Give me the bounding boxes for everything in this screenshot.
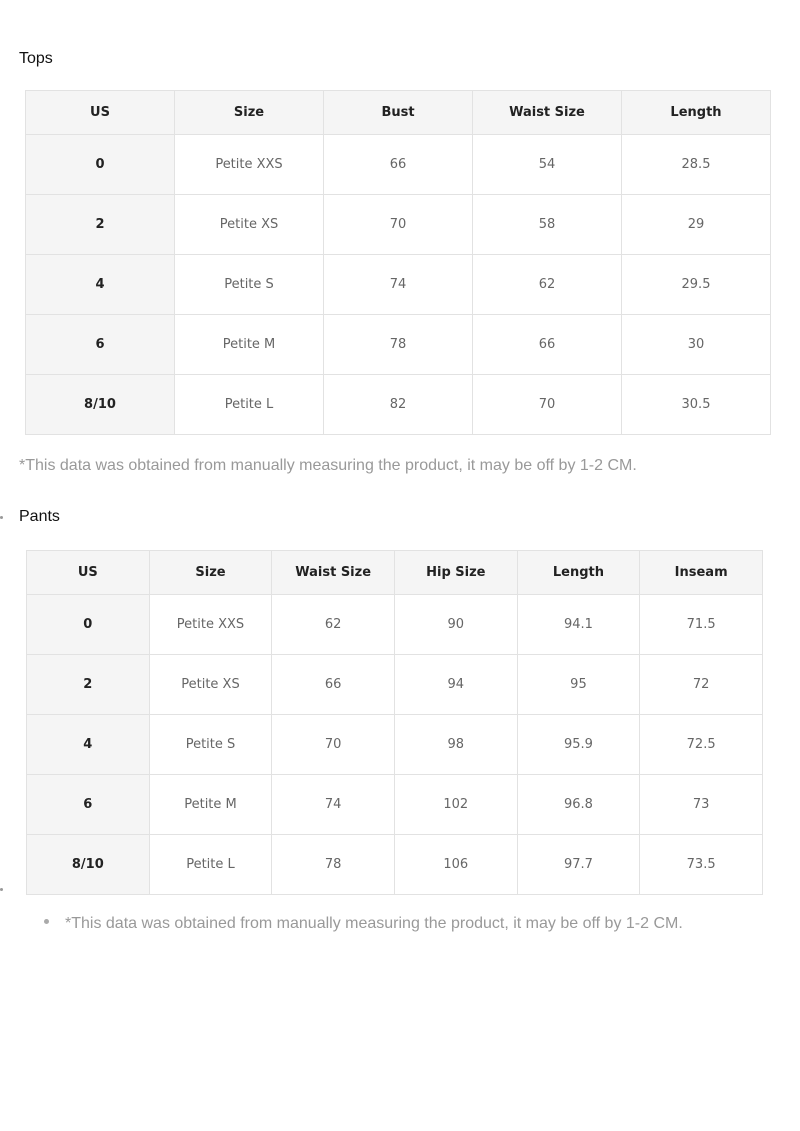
table-cell: 72.5 — [640, 715, 763, 775]
us-size-cell: 4 — [27, 715, 150, 775]
column-header: Bust — [324, 91, 473, 135]
table-row — [26, 255, 771, 315]
us-size-cell: 0 — [27, 595, 150, 655]
table-cell: 66 — [324, 135, 473, 195]
table-cell: Petite L — [175, 375, 324, 435]
table-cell: 82 — [324, 375, 473, 435]
table-cell: 54 — [473, 135, 622, 195]
column-header: Waist Size — [272, 551, 395, 595]
table-cell: 70 — [473, 375, 622, 435]
table-cell: 106 — [394, 835, 517, 895]
table-cell: 96.8 — [517, 775, 640, 835]
table-cell: 95 — [517, 655, 640, 715]
table-cell: 95.9 — [517, 715, 640, 775]
table-cell: 62 — [473, 255, 622, 315]
table-cell: Petite M — [149, 775, 272, 835]
table-cell: 62 — [272, 595, 395, 655]
table-row — [27, 775, 763, 835]
us-size-cell: 6 — [27, 775, 150, 835]
table-row — [26, 135, 771, 195]
us-size-cell: 8/10 — [27, 835, 150, 895]
table-header-row — [26, 91, 771, 135]
table-cell: 102 — [394, 775, 517, 835]
table-cell: 70 — [272, 715, 395, 775]
table-cell: Petite XXS — [149, 595, 272, 655]
table-cell: 72 — [640, 655, 763, 715]
table-cell: 78 — [324, 315, 473, 375]
column-header: Size — [175, 91, 324, 135]
us-size-cell: 2 — [27, 655, 150, 715]
edge-dot-mark — [0, 516, 3, 519]
table-cell: 28.5 — [622, 135, 771, 195]
table-cell: 29.5 — [622, 255, 771, 315]
us-size-cell: 8/10 — [26, 375, 175, 435]
column-header: Waist Size — [473, 91, 622, 135]
table-row — [27, 655, 763, 715]
table-cell: 73.5 — [640, 835, 763, 895]
table-cell: 94 — [394, 655, 517, 715]
column-header: US — [26, 91, 175, 135]
column-header: Inseam — [640, 551, 763, 595]
table-cell: 58 — [473, 195, 622, 255]
table-cell: 74 — [272, 775, 395, 835]
column-header: Length — [622, 91, 771, 135]
table-cell: Petite XS — [149, 655, 272, 715]
tops-title: Tops — [19, 50, 53, 67]
table-cell: 29 — [622, 195, 771, 255]
column-header: Size — [149, 551, 272, 595]
pants-title: Pants — [19, 508, 60, 525]
table-cell: 94.1 — [517, 595, 640, 655]
bullet-icon — [44, 919, 49, 924]
column-header: US — [27, 551, 150, 595]
table-cell: 30.5 — [622, 375, 771, 435]
pants-size-table — [26, 550, 763, 895]
table-cell: Petite XXS — [175, 135, 324, 195]
table-cell: 71.5 — [640, 595, 763, 655]
table-cell: Petite M — [175, 315, 324, 375]
table-row — [27, 715, 763, 775]
table-cell: Petite S — [175, 255, 324, 315]
table-header-row — [27, 551, 763, 595]
table-cell: Petite S — [149, 715, 272, 775]
pants-note-list-item — [44, 915, 683, 933]
table-cell: 66 — [473, 315, 622, 375]
column-header: Length — [517, 551, 640, 595]
tops-measurement-note: *This data was obtained from manually measuring the product, it may be off by 1-2 CM. — [19, 457, 637, 474]
table-cell: Petite XS — [175, 195, 324, 255]
table-row — [26, 375, 771, 435]
column-header: Hip Size — [394, 551, 517, 595]
table-cell: 30 — [622, 315, 771, 375]
tops-size-table — [25, 90, 771, 435]
us-size-cell: 6 — [26, 315, 175, 375]
table-row — [27, 595, 763, 655]
table-cell: 98 — [394, 715, 517, 775]
table-cell: 90 — [394, 595, 517, 655]
table-row — [27, 835, 763, 895]
table-cell: 97.7 — [517, 835, 640, 895]
us-size-cell: 4 — [26, 255, 175, 315]
table-cell: 74 — [324, 255, 473, 315]
table-cell: 66 — [272, 655, 395, 715]
us-size-cell: 0 — [26, 135, 175, 195]
pants-measurement-note: *This data was obtained from manually measuring the product, it may be off by 1-2 CM. — [65, 915, 683, 932]
table-cell: 78 — [272, 835, 395, 895]
table-cell: Petite L — [149, 835, 272, 895]
table-row — [26, 195, 771, 255]
table-cell: 73 — [640, 775, 763, 835]
table-row — [26, 315, 771, 375]
us-size-cell: 2 — [26, 195, 175, 255]
table-cell: 70 — [324, 195, 473, 255]
edge-dot-mark — [0, 888, 3, 891]
